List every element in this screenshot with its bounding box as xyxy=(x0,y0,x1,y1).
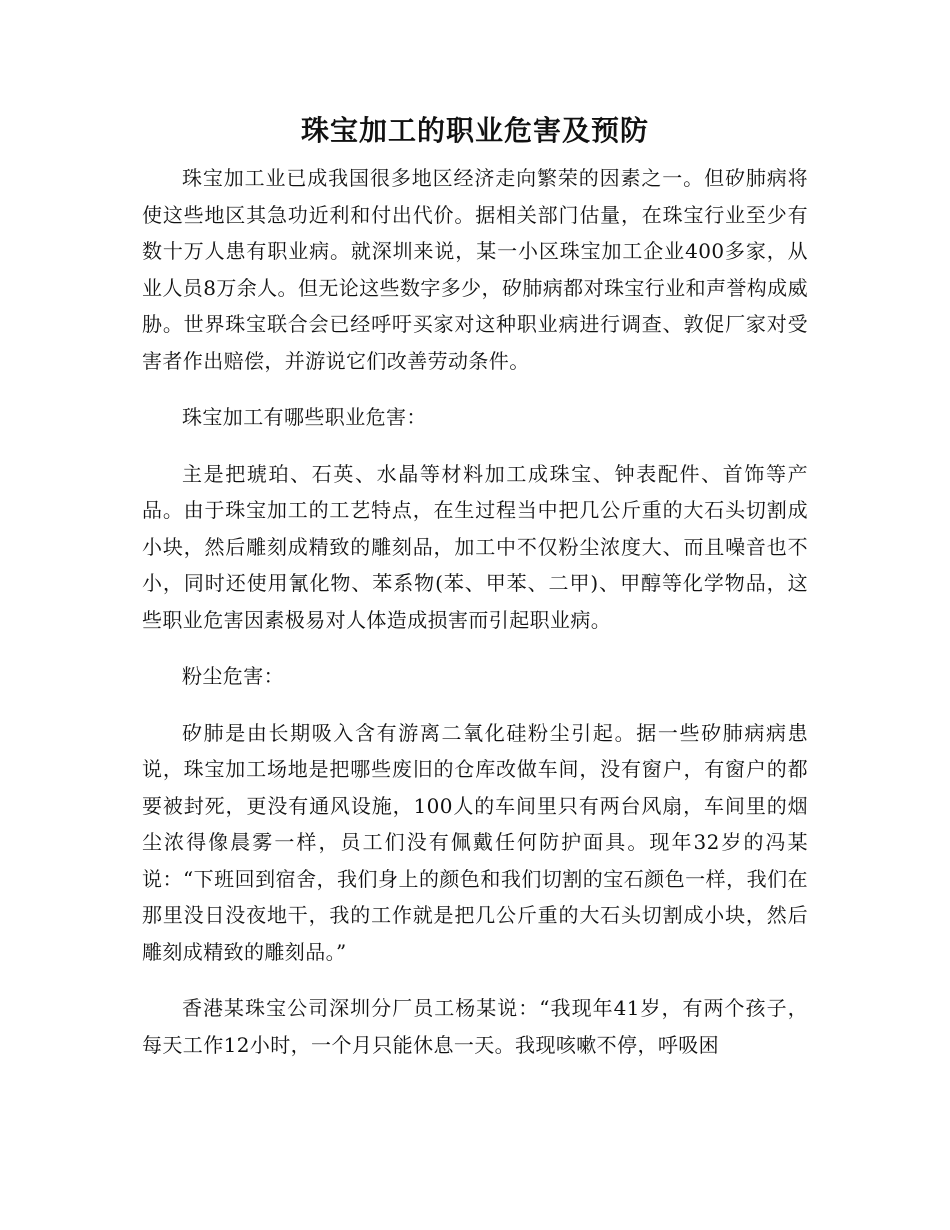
section-heading-dust: 粉尘危害： xyxy=(182,664,284,688)
dust-paragraph: 矽肺是由长期吸入含有游离二氧化硅粉尘引起。据一些矽肺病病患说，珠宝加工场地是把哪些废旧的仓库改做车间，没有窗户，有窗户的都要被封死，更没有通风设施，100人的车间里只有两台风扇，车间里的烟尘浓得像晨雾一样，员工们没有佩戴任何防护面具。现年32岁的冯某说：“下班回到宿舍，我们身上的颜色和我们切割的宝石颜色一样，我们在那里没日没夜地干，我的工作就是把几公斤重的大石头切割成小块，然后雕刻成精致的雕刻品。” xyxy=(142,720,808,964)
section-heading-hazards: 珠宝加工有哪些职业危害： xyxy=(182,405,427,429)
intro-paragraph: 珠宝加工业已成我国很多地区经济走向繁荣的因素之一。但矽肺病将使这些地区其急功近利和付出代价。据相关部门估量，在珠宝行业至少有数十万人患有职业病。就深圳来说，某一小区珠宝加工企业400多家，从业人员8万余人。但无论这些数字多少，矽肺病都对珠宝行业和声誉构成威胁。世界珠宝联合会已经呼吁买家对这种职业病进行调查、敦促厂家对受害者作出赔偿，并游说它们改善劳动条件。 xyxy=(142,166,808,373)
worker-quote-paragraph: 香港某珠宝公司深圳分厂员工杨某说：“我现年41岁，有两个孩子，每天工作12小时，一个月只能休息一天。我现咳嗽不停，呼吸困 xyxy=(142,996,808,1057)
document-title: 珠宝加工的职业危害及预防 xyxy=(300,114,649,147)
hazards-paragraph: 主是把琥珀、石英、水晶等材料加工成珠宝、钟表配件、首饰等产品。由于珠宝加工的工艺特点，在生过程当中把几公斤重的大石头切割成小块，然后雕刻成精致的雕刻品，加工中不仅粉尘浓度大、而且噪音也不小，同时还使用氰化物、苯系物(苯、甲苯、二甲)、甲醇等化学物品，这些职业危害因素极易对人体造成损害而引起职业病。 xyxy=(142,461,808,632)
